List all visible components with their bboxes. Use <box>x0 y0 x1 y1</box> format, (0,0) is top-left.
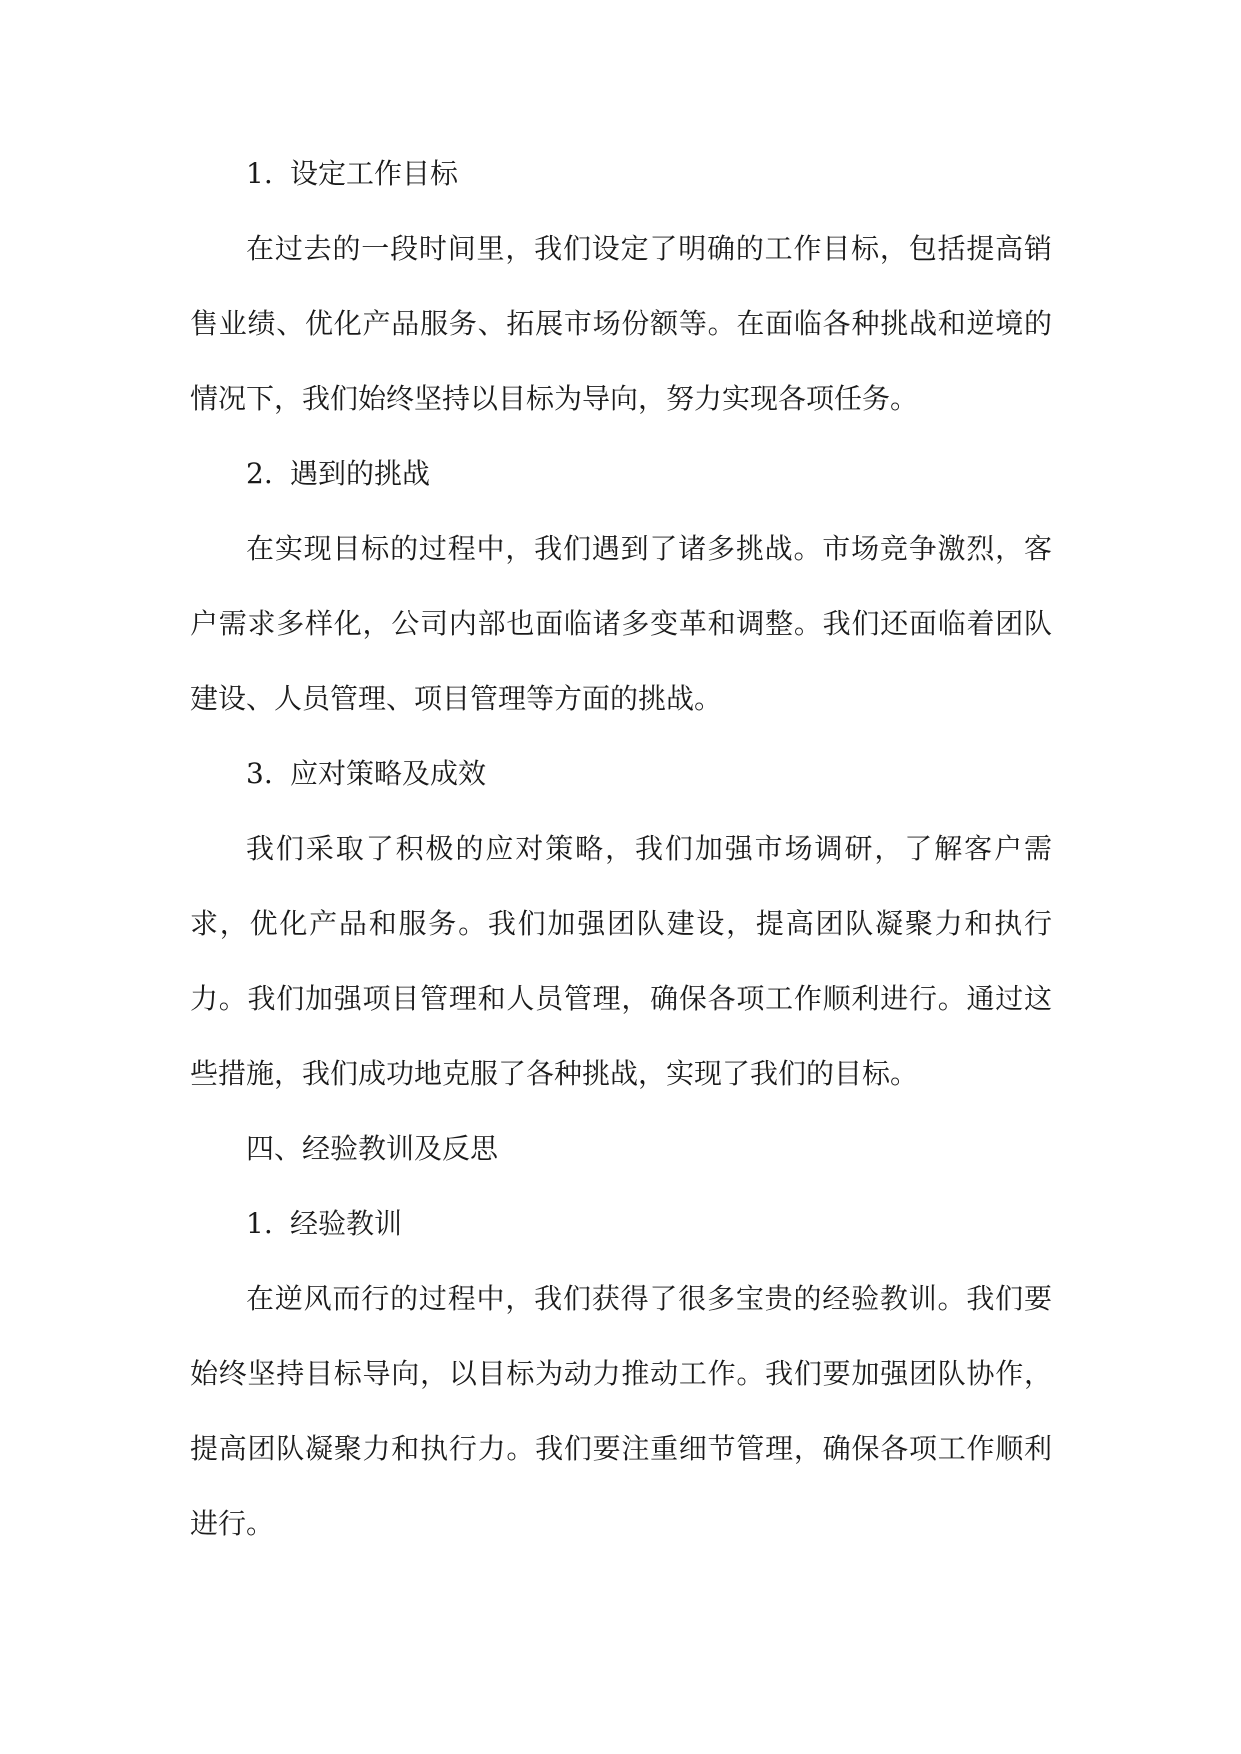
heading-number: 3. <box>246 757 273 790</box>
paragraph-lessons: 在逆风而行的过程中，我们获得了很多宝贵的经验教训。我们要始终坚持目标导向，以目标为动力推动工作。我们要加强团队协作，提高团队凝聚力和执行力。我们要注重细节管理，确保各项工作顺利进行。 <box>190 1282 1052 1540</box>
subheading-lessons <box>190 1186 1052 1261</box>
heading-text: 经验教训 <box>290 1207 403 1240</box>
paragraph-strategies: 我们采取了积极的应对策略，我们加强市场调研，了解客户需求，优化产品和服务。我们加强团队建设，提高团队凝聚力和执行力。我们加强项目管理和人员管理，确保各项工作顺利进行。通过这些措施，我们成功地克服了各种挑战，实现了我们的目标。 <box>190 832 1052 1090</box>
heading-text: 设定工作目标 <box>290 157 459 190</box>
heading-number: 2. <box>246 457 273 490</box>
paragraph-challenges: 在实现目标的过程中，我们遇到了诸多挑战。市场竞争激烈，客户需求多样化，公司内部也面临诸多变革和调整。我们还面临着团队建设、人员管理、项目管理等方面的挑战。 <box>190 532 1052 715</box>
heading-number: 1. <box>246 1207 273 1240</box>
paragraph-set-goals: 在过去的一段时间里，我们设定了明确的工作目标，包括提高销售业绩、优化产品服务、拓展市场份额等。在面临各种挑战和逆境的情况下，我们始终坚持以目标为导向，努力实现各项任务。 <box>190 232 1052 415</box>
section-title-lessons: 四、经验教训及反思 <box>246 1132 499 1165</box>
heading-number: 1. <box>246 157 273 190</box>
heading-text: 应对策略及成效 <box>290 757 487 790</box>
subheading-challenges <box>190 436 1052 511</box>
subheading-strategies <box>190 736 1052 811</box>
subheading-set-goals <box>190 136 1052 211</box>
heading-text: 遇到的挑战 <box>290 457 431 490</box>
document-body <box>190 136 1052 1561</box>
